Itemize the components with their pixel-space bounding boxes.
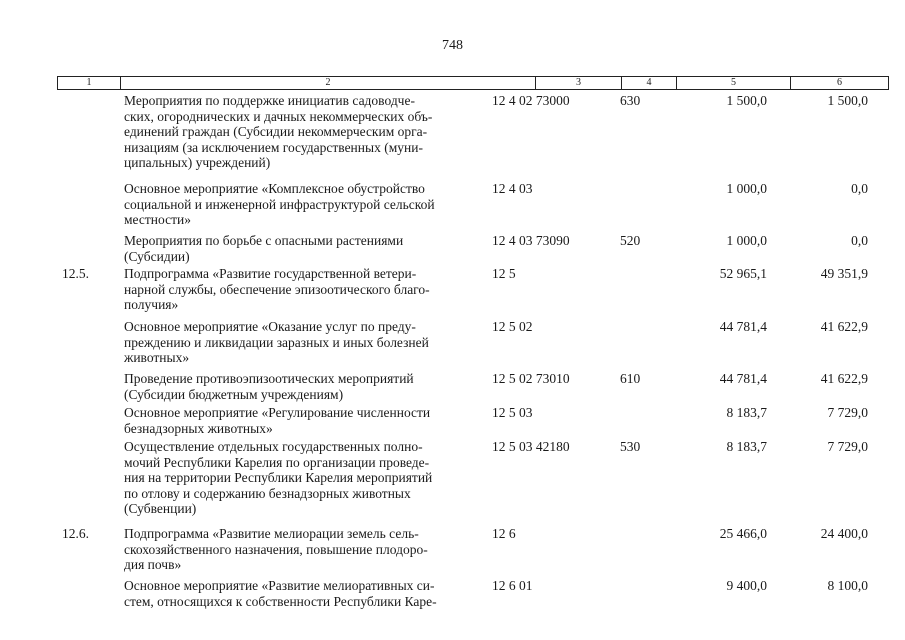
description-line: Основное мероприятие «Оказание услуг по преду- [124,319,416,334]
row-amount-1: 9 400,0 [726,578,767,593]
row-amount-2: 1 500,0 [827,93,868,108]
row-description [124,319,474,366]
description-line: стем, относящихся к собственности Республики Каре- [124,593,437,609]
row-code: 12 4 03 73090 [492,233,570,248]
row-amount-1: 44 781,4 [719,319,767,334]
row-code: 12 5 02 [492,319,533,334]
row-code: 12 5 03 42180 [492,439,570,454]
row-description [124,526,474,573]
column-header-2: 2 [325,77,331,88]
description-line: ния на территории Республики Карелия мероприятий [124,470,433,485]
row-code: 12 5 02 73010 [492,371,570,386]
row-amount-1: 52 965,1 [719,266,767,281]
row-number: 12.5. [62,266,89,281]
description-line: ципальных) учреждений) [124,155,271,170]
row-number: 12.6. [62,526,89,541]
row-amount-2: 7 729,0 [827,439,868,454]
row-amount-2: 49 351,9 [820,266,868,281]
description-line: скохозяйственного назначения, повышение плодоро- [124,541,428,557]
description-line: Основное мероприятие «Развитие мелиоративных си- [124,578,435,593]
column-header-6: 6 [837,77,842,88]
column-header-1: 1 [86,77,92,88]
row-expense-type: 520 [620,233,641,248]
row-code: 12 6 [492,526,516,541]
description-line: низациям (за исключением государственных (муни- [124,139,423,155]
row-description [124,405,474,436]
row-description [124,233,474,264]
description-line: Основное мероприятие «Комплексное обустройство [124,181,425,196]
description-line: преждению и ликвидации заразных и иных болезней [124,334,429,350]
description-line: Подпрограмма «Развитие государственной ветери- [124,266,417,281]
description-line: ских, огороднических и дачных некоммерческих объ- [124,108,433,124]
description-line: единений граждан (Субсидии некоммерческим орга- [124,124,428,139]
row-amount-1: 1 500,0 [726,93,767,108]
row-amount-1: 25 466,0 [719,526,767,541]
description-line: Осуществление отдельных государственных полно- [124,439,423,454]
row-amount-1: 44 781,4 [719,371,767,386]
description-line: (Субсидии бюджетным учреждениям) [124,386,344,402]
column-header-row [57,76,889,90]
description-line: мочий Республики Карелия по организации проведе- [124,454,430,470]
row-description [124,181,474,228]
row-description [124,439,474,517]
description-line: дия почв» [124,557,182,572]
description-line: (Субвенции) [124,501,197,516]
row-description [124,371,474,402]
row-expense-type: 530 [620,439,641,454]
row-amount-2: 41 622,9 [820,371,868,386]
description-line: Проведение противоэпизоотических мероприятий [124,371,414,386]
row-code: 12 5 03 [492,405,533,420]
description-line: Мероприятия по поддержке инициатив садоводче- [124,93,415,108]
description-line: Основное мероприятие «Регулирование численности [124,405,431,420]
row-amount-2: 8 100,0 [827,578,868,593]
row-amount-1: 8 183,7 [726,439,767,454]
description-line: получия» [124,297,179,312]
description-line: Подпрограмма «Развитие мелиорации земель сель- [124,526,419,541]
row-amount-2: 0,0 [851,233,868,248]
description-line: местности» [124,212,191,227]
column-header-4: 4 [646,77,652,88]
description-line: нарной службы, обеспечение эпизоотического благо- [124,281,430,297]
row-amount-1: 8 183,7 [726,405,767,420]
description-line: по отлову и содержанию безнадзорных животных [124,485,411,501]
row-amount-2: 41 622,9 [820,319,868,334]
row-amount-1: 1 000,0 [726,233,767,248]
row-amount-2: 7 729,0 [827,405,868,420]
column-header-3: 3 [576,77,581,88]
row-code: 12 6 01 [492,578,533,593]
description-line: социальной и инженерной инфраструктурой сельской [124,196,435,212]
row-description [124,266,474,313]
row-amount-2: 0,0 [851,181,868,196]
description-line: Мероприятия по борьбе с опасными растениями [124,233,404,248]
row-code: 12 4 02 73000 [492,93,570,108]
row-expense-type: 610 [620,371,641,386]
row-amount-1: 1 000,0 [726,181,767,196]
description-line: безнадзорных животных» [124,420,273,436]
column-header-5: 5 [731,77,736,88]
page-number: 748 [442,38,463,53]
row-description [124,93,474,171]
description-line: животных» [124,350,190,365]
row-description [124,578,474,609]
description-line: (Субсидии) [124,248,190,264]
row-code: 12 5 [492,266,516,281]
row-code: 12 4 03 [492,181,533,196]
row-expense-type: 630 [620,93,641,108]
row-amount-2: 24 400,0 [820,526,868,541]
